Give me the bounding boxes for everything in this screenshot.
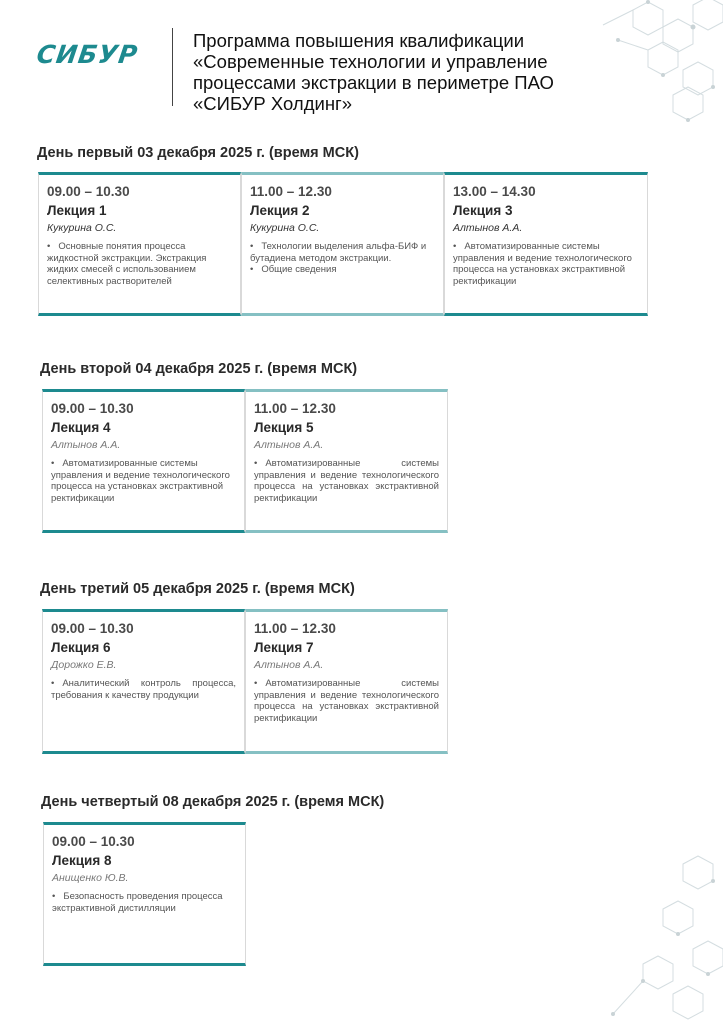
lecture-time: 09.00 – 10.30 bbox=[51, 401, 134, 416]
lecture-time: 13.00 – 14.30 bbox=[453, 184, 536, 199]
lecture-topic: • Основные понятия процесса жидкостной экстракции. Экстракция жидких смесей с использованием селективных растворителей bbox=[47, 241, 207, 287]
bullet-icon: • bbox=[254, 458, 258, 469]
day-3-title: День третий 05 декабря 2025 г. (время МСК) bbox=[40, 581, 355, 597]
lecture-time: 09.00 – 10.30 bbox=[51, 621, 134, 636]
lecture-card-7 bbox=[245, 609, 448, 754]
lecturer-name: Анищенко Ю.В. bbox=[52, 872, 129, 884]
lecture-card-8 bbox=[43, 822, 246, 966]
bullet-icon: • bbox=[250, 241, 254, 252]
lecture-name: Лекция 1 bbox=[47, 203, 107, 218]
sibur-logo: СИБУР bbox=[34, 40, 140, 69]
lecture-topic: • Аналитический контроль процесса, требования к качеству продукции bbox=[51, 678, 236, 701]
bullet-icon: • bbox=[51, 678, 55, 689]
document-title: Программа повышения квалификации «Современные технологии и управление процессами экстракции в периметре ПАО «СИБУР Холдинг» bbox=[193, 30, 554, 114]
lecture-topic: • Технологии выделения альфа-БИФ и бутадиена методом экстракции. bbox=[250, 241, 427, 264]
day-1-title: День первый 03 декабря 2025 г. (время МСК) bbox=[37, 145, 359, 161]
lecture-name: Лекция 7 bbox=[254, 640, 314, 655]
lecture-topic: • Автоматизированные системы управления и ведение технологического процесса на установках экстрактивной ректификации bbox=[254, 458, 439, 504]
lecture-topic: • Безопасность проведения процесса экстрактивной дистилляции bbox=[52, 891, 223, 914]
bullet-icon: • bbox=[52, 891, 56, 902]
bullet-icon: • bbox=[250, 264, 254, 275]
lecture-topic: • Автоматизированные системы управления и ведение технологического процесса на установках экстрактивной ректификации bbox=[254, 678, 439, 724]
molecule-pattern-bottom-right bbox=[573, 854, 723, 1024]
lecture-card-1 bbox=[38, 172, 241, 316]
bullet-icon: • bbox=[51, 458, 55, 469]
lecture-name: Лекция 5 bbox=[254, 420, 314, 435]
lecture-topic: • Автоматизированные системы управления и ведение технологического процесса на установках экстрактивной ректификации bbox=[51, 458, 230, 504]
lecture-time: 09.00 – 10.30 bbox=[47, 184, 130, 199]
lecture-time: 11.00 – 12.30 bbox=[250, 184, 332, 199]
lecture-time: 11.00 – 12.30 bbox=[254, 621, 336, 636]
day-2-title: День второй 04 декабря 2025 г. (время МСК) bbox=[40, 361, 358, 377]
lecturer-name: Дорожко Е.В. bbox=[51, 659, 117, 671]
lecture-card-3 bbox=[444, 172, 648, 316]
lecturer-name: Алтынов А.А. bbox=[51, 439, 121, 451]
lecture-card-5 bbox=[245, 389, 448, 533]
lecturer-name: Кукурина О.С. bbox=[47, 222, 117, 234]
lecturer-name: Алтынов А.А. bbox=[453, 222, 523, 234]
lecturer-name: Кукурина О.С. bbox=[250, 222, 320, 234]
lecture-name: Лекция 3 bbox=[453, 203, 513, 218]
lecture-topic: • Общие сведения bbox=[250, 264, 337, 275]
day-4-title: День четвертый 08 декабря 2025 г. (время МСК) bbox=[41, 794, 385, 810]
lecture-card-6 bbox=[42, 609, 245, 754]
header-divider bbox=[172, 28, 173, 106]
lecture-card-2 bbox=[241, 172, 444, 316]
lecture-name: Лекция 6 bbox=[51, 640, 111, 655]
lecture-name: Лекция 2 bbox=[250, 203, 310, 218]
lecture-time: 09.00 – 10.30 bbox=[52, 834, 135, 849]
lecture-topic: • Автоматизированные системы управления и ведение технологического процесса на установках экстрактивной ректификации bbox=[453, 241, 632, 287]
lecture-time: 11.00 – 12.30 bbox=[254, 401, 336, 416]
lecturer-name: Алтынов А.А. bbox=[254, 439, 324, 451]
bullet-icon: • bbox=[47, 241, 51, 252]
lecture-card-4 bbox=[42, 389, 245, 533]
bullet-icon: • bbox=[254, 678, 258, 689]
lecture-name: Лекция 8 bbox=[52, 853, 112, 868]
lecturer-name: Алтынов А.А. bbox=[254, 659, 324, 671]
lecture-name: Лекция 4 bbox=[51, 420, 111, 435]
bullet-icon: • bbox=[453, 241, 457, 252]
